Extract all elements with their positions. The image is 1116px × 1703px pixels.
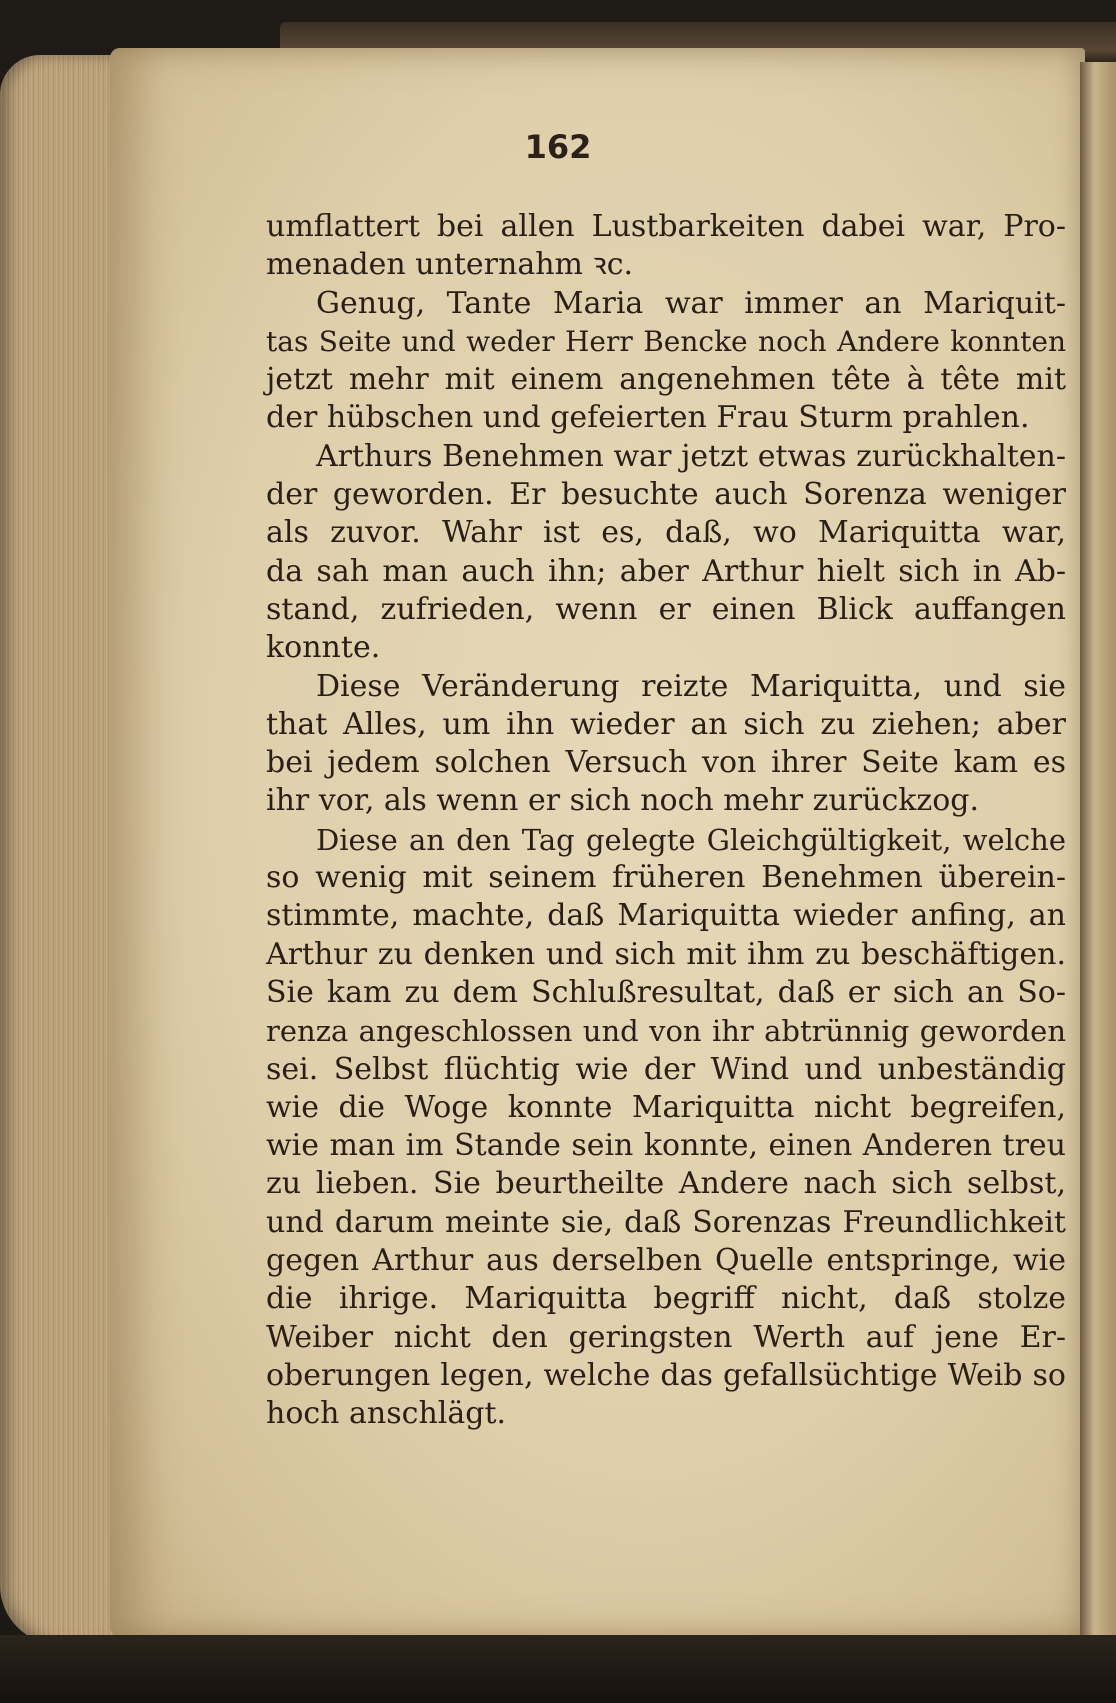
text-line: umflattert bei allen Lustbarkeiten dabei war, Pro- — [266, 209, 1066, 244]
text-line: konnte. — [266, 630, 381, 666]
text-line: als zuvor. Wahr ist es, daß, wo Mariquitta war, — [266, 515, 1066, 551]
text-line: Diese Veränderung reizte Mariquitta, und sie — [316, 668, 1066, 704]
text-line: Weiber nicht den geringsten Werth auf jene Er- — [266, 1319, 1066, 1355]
text-line: jetzt mehr mit einem angenehmen tête à tête mit — [266, 362, 1066, 398]
text-line: da sah man auch ihn; aber Arthur hielt sich in Ab- — [266, 553, 1066, 589]
text-line: wie man im Stande sein konnte, einen Anderen treu — [266, 1128, 1066, 1164]
text-line: Arthurs Benehmen war jetzt etwas zurückhalten- — [316, 438, 1066, 474]
text-line: Arthur zu denken und sich mit ihm zu beschäftigen. — [266, 936, 1066, 972]
text-line: Sie kam zu dem Schlußresultat, daß er sich an So- — [266, 974, 1066, 1010]
text-line: wie die Woge konnte Mariquitta nicht begreifen, — [266, 1089, 1066, 1125]
body-text — [266, 208, 1066, 1434]
text-line: bei jedem solchen Versuch von ihrer Seite kam es — [266, 745, 1066, 781]
text-line: oberungen legen, welche das gefallsüchtige Weib so — [266, 1357, 1066, 1393]
text-line: stand, zufrieden, wenn er einen Blick auffangen — [266, 591, 1066, 627]
text-line: renza angeschlossen und von ihr abtrünnig geworden — [266, 1014, 1066, 1049]
text-line: hoch anschlägt. — [266, 1396, 507, 1432]
text-line: tas Seite und weder Herr Bencke noch Andere konnten — [266, 324, 1066, 358]
text-line: Diese an den Tag gelegte Gleichgültigkeit, welche — [316, 822, 1066, 857]
text-line: gegen Arthur aus derselben Quelle entspringe, wie — [266, 1243, 1066, 1279]
text-line: der geworden. Er besuchte auch Sorenza weniger — [266, 477, 1066, 513]
text-line: die ihrige. Mariquitta begriff nicht, daß stolze — [266, 1281, 1066, 1317]
book-bottom-edge — [0, 1635, 1116, 1703]
text-line: sei. Selbst flüchtig wie der Wind und unbeständig — [266, 1051, 1066, 1087]
text-line: so wenig mit seinem früheren Benehmen überein- — [266, 860, 1066, 896]
text-line: und darum meinte sie, daß Sorenzas Freundlichkeit — [266, 1204, 1066, 1240]
text-line: stimmte, machte, daß Mariquitta wieder anfing, an — [266, 898, 1066, 934]
text-line: der hübschen und gefeierten Frau Sturm prahlen. — [266, 400, 1030, 436]
page-number: 162 — [524, 128, 592, 166]
facing-page-edge — [1080, 62, 1116, 1642]
text-line: Genug, Tante Maria war immer an Mariquit- — [316, 285, 1066, 321]
text-line: ihr vor, als wenn er sich noch mehr zurückzog. — [266, 783, 980, 819]
text-line: menaden unternahm ꝛc. — [266, 247, 634, 283]
text-line: zu lieben. Sie beurtheilte Andere nach sich selbst, — [266, 1166, 1066, 1202]
text-line: that Alles, um ihn wieder an sich zu ziehen; aber — [266, 706, 1066, 742]
